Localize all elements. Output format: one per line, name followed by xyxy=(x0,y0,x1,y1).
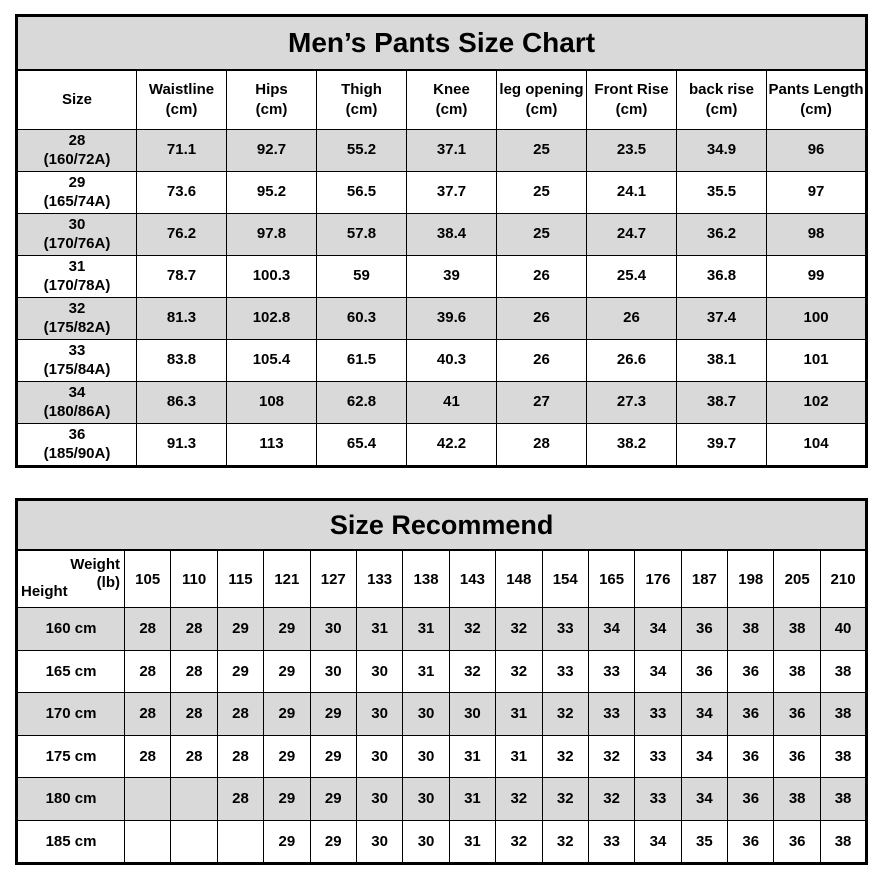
column-header xyxy=(677,70,767,130)
measurement-value-cell: 56.5 xyxy=(317,172,407,214)
recommended-size-cell: 31 xyxy=(403,608,449,651)
recommended-size-cell: 29 xyxy=(264,693,310,736)
pants-chart-title-row xyxy=(17,16,867,71)
weight-column-header: 165 xyxy=(588,550,634,608)
column-header-unit: (cm) xyxy=(615,101,648,118)
size-fit-code: (160/72A) xyxy=(43,150,111,168)
recommended-size-cell: 38 xyxy=(774,650,820,693)
size-cell xyxy=(17,382,137,424)
recommended-size-cell: 34 xyxy=(681,693,727,736)
size-fit-code: (170/78A) xyxy=(43,276,111,294)
column-header-label: Pants Length xyxy=(768,80,864,98)
table-row xyxy=(17,256,867,298)
table-row xyxy=(17,382,867,424)
measurement-value-cell: 99 xyxy=(767,256,867,298)
recommended-size-cell: 31 xyxy=(403,650,449,693)
recommended-size-cell: 36 xyxy=(774,735,820,778)
pants-size-chart-table xyxy=(15,14,868,468)
table-row xyxy=(17,778,867,821)
column-header xyxy=(17,70,137,130)
recommended-size-cell: 30 xyxy=(356,778,402,821)
column-header xyxy=(407,70,497,130)
recommended-size-cell: 28 xyxy=(217,778,263,821)
measurement-value-cell: 26 xyxy=(497,256,587,298)
recommended-size-cell: 32 xyxy=(542,820,588,864)
measurement-value-cell: 26 xyxy=(587,298,677,340)
column-header-label: Hips xyxy=(255,80,288,98)
recommended-size-cell: 32 xyxy=(542,735,588,778)
column-header-unit: (cm) xyxy=(800,101,832,118)
recommended-size-cell: 36 xyxy=(728,735,774,778)
height-cell: 160 cm xyxy=(17,608,125,651)
size-fit-code: (185/90A) xyxy=(43,444,111,462)
measurement-value-cell: 73.6 xyxy=(137,172,227,214)
recommended-size-cell: 33 xyxy=(542,608,588,651)
column-header xyxy=(317,70,407,130)
measurement-value-cell: 23.5 xyxy=(587,130,677,172)
size-fit-code: (170/76A) xyxy=(43,234,111,252)
column-header-label: back rise xyxy=(688,80,755,98)
recommended-size-cell: 32 xyxy=(588,778,634,821)
measurement-value-cell: 24.7 xyxy=(587,214,677,256)
recommended-size-cell: 30 xyxy=(310,650,356,693)
size-fit-code: (165/74A) xyxy=(43,192,111,210)
column-header-label: Waistline xyxy=(148,80,215,98)
measurement-value-cell: 39.6 xyxy=(407,298,497,340)
measurement-value-cell: 95.2 xyxy=(227,172,317,214)
recommended-size-cell: 30 xyxy=(356,693,402,736)
size-recommend-title-row xyxy=(17,500,867,551)
recommended-size-cell: 29 xyxy=(264,650,310,693)
measurement-value-cell: 60.3 xyxy=(317,298,407,340)
measurement-value-cell: 25 xyxy=(497,172,587,214)
recommended-size-cell xyxy=(171,778,217,821)
recommended-size-cell: 34 xyxy=(681,778,727,821)
measurement-value-cell: 42.2 xyxy=(407,424,497,467)
weight-column-header: 110 xyxy=(171,550,217,608)
recommended-size-cell: 29 xyxy=(310,693,356,736)
height-cell: 170 cm xyxy=(17,693,125,736)
recommended-size-cell: 32 xyxy=(496,608,542,651)
recommended-size-cell: 31 xyxy=(356,608,402,651)
measurement-value-cell: 38.1 xyxy=(677,340,767,382)
recommended-size-cell: 35 xyxy=(681,820,727,864)
recommended-size-cell: 36 xyxy=(774,820,820,864)
column-header-unit: (cm) xyxy=(525,101,558,118)
recommended-size-cell: 28 xyxy=(125,693,171,736)
recommended-size-cell: 38 xyxy=(820,735,866,778)
measurement-value-cell: 37.7 xyxy=(407,172,497,214)
measurement-value-cell: 71.1 xyxy=(137,130,227,172)
measurement-value-cell: 25 xyxy=(497,130,587,172)
recommended-size-cell: 32 xyxy=(496,650,542,693)
measurement-value-cell: 100.3 xyxy=(227,256,317,298)
column-header-label: Front Rise xyxy=(594,80,669,98)
weight-column-header: 187 xyxy=(681,550,727,608)
measurement-value-cell: 92.7 xyxy=(227,130,317,172)
size-recommend-table xyxy=(15,498,868,865)
table-row xyxy=(17,820,867,864)
size-fit-code: (175/84A) xyxy=(43,360,111,378)
size-cell xyxy=(17,298,137,340)
column-header-unit: (cm) xyxy=(345,101,378,118)
table-row xyxy=(17,735,867,778)
table-row xyxy=(17,298,867,340)
recommended-size-cell: 28 xyxy=(171,608,217,651)
recommended-size-cell: 29 xyxy=(310,820,356,864)
recommended-size-cell: 29 xyxy=(264,778,310,821)
measurement-value-cell: 104 xyxy=(767,424,867,467)
recommended-size-cell: 36 xyxy=(728,820,774,864)
corner-height-label: Height xyxy=(21,583,68,600)
column-header xyxy=(587,70,677,130)
measurement-value-cell: 35.5 xyxy=(677,172,767,214)
recommended-size-cell: 28 xyxy=(125,608,171,651)
recommended-size-cell: 30 xyxy=(449,693,495,736)
height-cell: 175 cm xyxy=(17,735,125,778)
size-number: 33 xyxy=(68,341,86,359)
recommended-size-cell: 28 xyxy=(125,735,171,778)
column-header-label: Knee xyxy=(433,80,470,98)
column-header-unit: (cm) xyxy=(165,101,198,118)
height-cell: 180 cm xyxy=(17,778,125,821)
measurement-value-cell: 24.1 xyxy=(587,172,677,214)
measurement-value-cell: 91.3 xyxy=(137,424,227,467)
size-fit-code: (180/86A) xyxy=(43,402,111,420)
measurement-value-cell: 59 xyxy=(317,256,407,298)
height-cell: 165 cm xyxy=(17,650,125,693)
measurement-value-cell: 108 xyxy=(227,382,317,424)
recommended-size-cell: 36 xyxy=(774,693,820,736)
recommended-size-cell: 31 xyxy=(496,735,542,778)
measurement-value-cell: 62.8 xyxy=(317,382,407,424)
measurement-value-cell: 55.2 xyxy=(317,130,407,172)
recommended-size-cell: 30 xyxy=(403,693,449,736)
size-cell xyxy=(17,214,137,256)
recommended-size-cell: 36 xyxy=(728,650,774,693)
measurement-value-cell: 25 xyxy=(497,214,587,256)
measurement-value-cell: 28 xyxy=(497,424,587,467)
recommended-size-cell: 38 xyxy=(774,608,820,651)
recommended-size-cell xyxy=(171,820,217,864)
table-row xyxy=(17,130,867,172)
weight-column-header: 138 xyxy=(403,550,449,608)
measurement-value-cell: 83.8 xyxy=(137,340,227,382)
measurement-value-cell: 81.3 xyxy=(137,298,227,340)
recommended-size-cell xyxy=(125,820,171,864)
measurement-value-cell: 96 xyxy=(767,130,867,172)
table-row xyxy=(17,172,867,214)
measurement-value-cell: 38.2 xyxy=(587,424,677,467)
measurement-value-cell: 40.3 xyxy=(407,340,497,382)
recommended-size-cell: 38 xyxy=(774,778,820,821)
recommended-size-cell: 29 xyxy=(310,735,356,778)
measurement-value-cell: 36.8 xyxy=(677,256,767,298)
measurement-value-cell: 39.7 xyxy=(677,424,767,467)
size-number: 30 xyxy=(68,215,86,233)
measurement-value-cell: 100 xyxy=(767,298,867,340)
recommended-size-cell: 34 xyxy=(635,820,681,864)
size-cell xyxy=(17,340,137,382)
measurement-value-cell: 86.3 xyxy=(137,382,227,424)
recommended-size-cell: 38 xyxy=(728,608,774,651)
size-number: 34 xyxy=(68,383,86,401)
recommended-size-cell: 29 xyxy=(310,778,356,821)
recommended-size-cell: 33 xyxy=(588,693,634,736)
recommended-size-cell: 33 xyxy=(542,650,588,693)
recommended-size-cell: 32 xyxy=(496,778,542,821)
measurement-value-cell: 101 xyxy=(767,340,867,382)
measurement-value-cell: 102 xyxy=(767,382,867,424)
recommended-size-cell: 36 xyxy=(681,608,727,651)
recommended-size-cell: 28 xyxy=(217,693,263,736)
recommended-size-cell: 28 xyxy=(217,735,263,778)
column-header xyxy=(227,70,317,130)
measurement-value-cell: 41 xyxy=(407,382,497,424)
recommended-size-cell: 29 xyxy=(264,608,310,651)
pants-chart-header-row xyxy=(17,70,867,130)
weight-column-header: 105 xyxy=(125,550,171,608)
measurement-value-cell: 97.8 xyxy=(227,214,317,256)
column-header-unit: (cm) xyxy=(255,101,288,118)
measurement-value-cell: 39 xyxy=(407,256,497,298)
recommended-size-cell: 29 xyxy=(264,820,310,864)
measurement-value-cell: 36.2 xyxy=(677,214,767,256)
size-number: 28 xyxy=(68,131,86,149)
recommended-size-cell: 30 xyxy=(403,778,449,821)
height-cell: 185 cm xyxy=(17,820,125,864)
size-cell xyxy=(17,424,137,467)
weight-column-header: 133 xyxy=(356,550,402,608)
pants-size-chart-title: Men’s Pants Size Chart xyxy=(17,16,867,71)
size-number: 32 xyxy=(68,299,86,317)
recommended-size-cell: 32 xyxy=(496,820,542,864)
column-header xyxy=(767,70,867,130)
size-cell xyxy=(17,130,137,172)
recommended-size-cell: 31 xyxy=(496,693,542,736)
size-fit-code: (175/82A) xyxy=(43,318,111,336)
size-recommend-header-row xyxy=(17,550,867,608)
measurement-value-cell: 38.4 xyxy=(407,214,497,256)
recommended-size-cell: 33 xyxy=(635,735,681,778)
measurement-value-cell: 27 xyxy=(497,382,587,424)
size-number: 31 xyxy=(68,257,86,275)
recommended-size-cell: 38 xyxy=(820,693,866,736)
recommended-size-cell: 33 xyxy=(635,778,681,821)
recommended-size-cell: 30 xyxy=(310,608,356,651)
recommended-size-cell: 29 xyxy=(217,608,263,651)
recommended-size-cell: 28 xyxy=(171,735,217,778)
measurement-value-cell: 37.4 xyxy=(677,298,767,340)
measurement-value-cell: 113 xyxy=(227,424,317,467)
column-header xyxy=(497,70,587,130)
column-header-label: leg opening xyxy=(499,80,584,98)
weight-column-header: 148 xyxy=(496,550,542,608)
table-row xyxy=(17,424,867,467)
measurement-value-cell: 26.6 xyxy=(587,340,677,382)
weight-column-header: 205 xyxy=(774,550,820,608)
column-header-unit: (cm) xyxy=(705,101,738,118)
table-row xyxy=(17,650,867,693)
recommended-size-cell: 28 xyxy=(171,693,217,736)
recommended-size-cell: 31 xyxy=(449,778,495,821)
recommended-size-cell: 32 xyxy=(542,693,588,736)
recommended-size-cell: 30 xyxy=(356,735,402,778)
height-weight-corner-cell xyxy=(17,550,125,608)
table-row xyxy=(17,340,867,382)
recommended-size-cell: 34 xyxy=(635,608,681,651)
measurement-value-cell: 65.4 xyxy=(317,424,407,467)
measurement-value-cell: 37.1 xyxy=(407,130,497,172)
recommended-size-cell: 34 xyxy=(681,735,727,778)
recommended-size-cell: 29 xyxy=(264,735,310,778)
size-number: 29 xyxy=(68,173,86,191)
size-number: 36 xyxy=(68,425,86,443)
size-cell xyxy=(17,256,137,298)
measurement-value-cell: 34.9 xyxy=(677,130,767,172)
recommended-size-cell: 31 xyxy=(449,820,495,864)
weight-column-header: 210 xyxy=(820,550,866,608)
recommended-size-cell: 32 xyxy=(588,735,634,778)
recommended-size-cell: 33 xyxy=(635,693,681,736)
weight-column-header: 143 xyxy=(449,550,495,608)
recommended-size-cell: 33 xyxy=(588,820,634,864)
recommended-size-cell: 34 xyxy=(588,608,634,651)
table-row xyxy=(17,214,867,256)
measurement-value-cell: 76.2 xyxy=(137,214,227,256)
recommended-size-cell: 30 xyxy=(356,650,402,693)
recommended-size-cell: 30 xyxy=(403,820,449,864)
recommended-size-cell: 30 xyxy=(403,735,449,778)
weight-column-header: 176 xyxy=(635,550,681,608)
measurement-value-cell: 26 xyxy=(497,340,587,382)
recommended-size-cell xyxy=(125,778,171,821)
weight-column-header: 198 xyxy=(728,550,774,608)
measurement-value-cell: 98 xyxy=(767,214,867,256)
recommended-size-cell: 32 xyxy=(449,608,495,651)
recommended-size-cell: 36 xyxy=(681,650,727,693)
recommended-size-cell: 34 xyxy=(635,650,681,693)
weight-column-header: 121 xyxy=(264,550,310,608)
measurement-value-cell: 26 xyxy=(497,298,587,340)
weight-column-header: 115 xyxy=(217,550,263,608)
measurement-value-cell: 97 xyxy=(767,172,867,214)
column-header-label: Size xyxy=(61,90,92,108)
recommended-size-cell: 38 xyxy=(820,778,866,821)
measurement-value-cell: 102.8 xyxy=(227,298,317,340)
size-cell xyxy=(17,172,137,214)
recommended-size-cell xyxy=(217,820,263,864)
weight-column-header: 154 xyxy=(542,550,588,608)
recommended-size-cell: 30 xyxy=(356,820,402,864)
recommended-size-cell: 28 xyxy=(125,650,171,693)
recommended-size-cell: 38 xyxy=(820,650,866,693)
measurement-value-cell: 57.8 xyxy=(317,214,407,256)
table-row xyxy=(17,608,867,651)
column-header xyxy=(137,70,227,130)
measurement-value-cell: 25.4 xyxy=(587,256,677,298)
corner-weight-label: Weight xyxy=(70,556,120,573)
recommended-size-cell: 38 xyxy=(820,820,866,864)
measurement-value-cell: 38.7 xyxy=(677,382,767,424)
column-header-unit: (cm) xyxy=(435,101,468,118)
recommended-size-cell: 32 xyxy=(542,778,588,821)
measurement-value-cell: 105.4 xyxy=(227,340,317,382)
recommended-size-cell: 31 xyxy=(449,735,495,778)
recommended-size-cell: 32 xyxy=(449,650,495,693)
measurement-value-cell: 27.3 xyxy=(587,382,677,424)
measurement-value-cell: 61.5 xyxy=(317,340,407,382)
recommended-size-cell: 40 xyxy=(820,608,866,651)
recommended-size-cell: 28 xyxy=(171,650,217,693)
corner-weight-unit: (lb) xyxy=(96,574,120,591)
size-recommend-title: Size Recommend xyxy=(17,500,867,551)
recommended-size-cell: 36 xyxy=(728,778,774,821)
recommended-size-cell: 36 xyxy=(728,693,774,736)
table-row xyxy=(17,693,867,736)
weight-column-header: 127 xyxy=(310,550,356,608)
recommended-size-cell: 33 xyxy=(588,650,634,693)
recommended-size-cell: 29 xyxy=(217,650,263,693)
column-header-label: Thigh xyxy=(341,80,382,98)
measurement-value-cell: 78.7 xyxy=(137,256,227,298)
